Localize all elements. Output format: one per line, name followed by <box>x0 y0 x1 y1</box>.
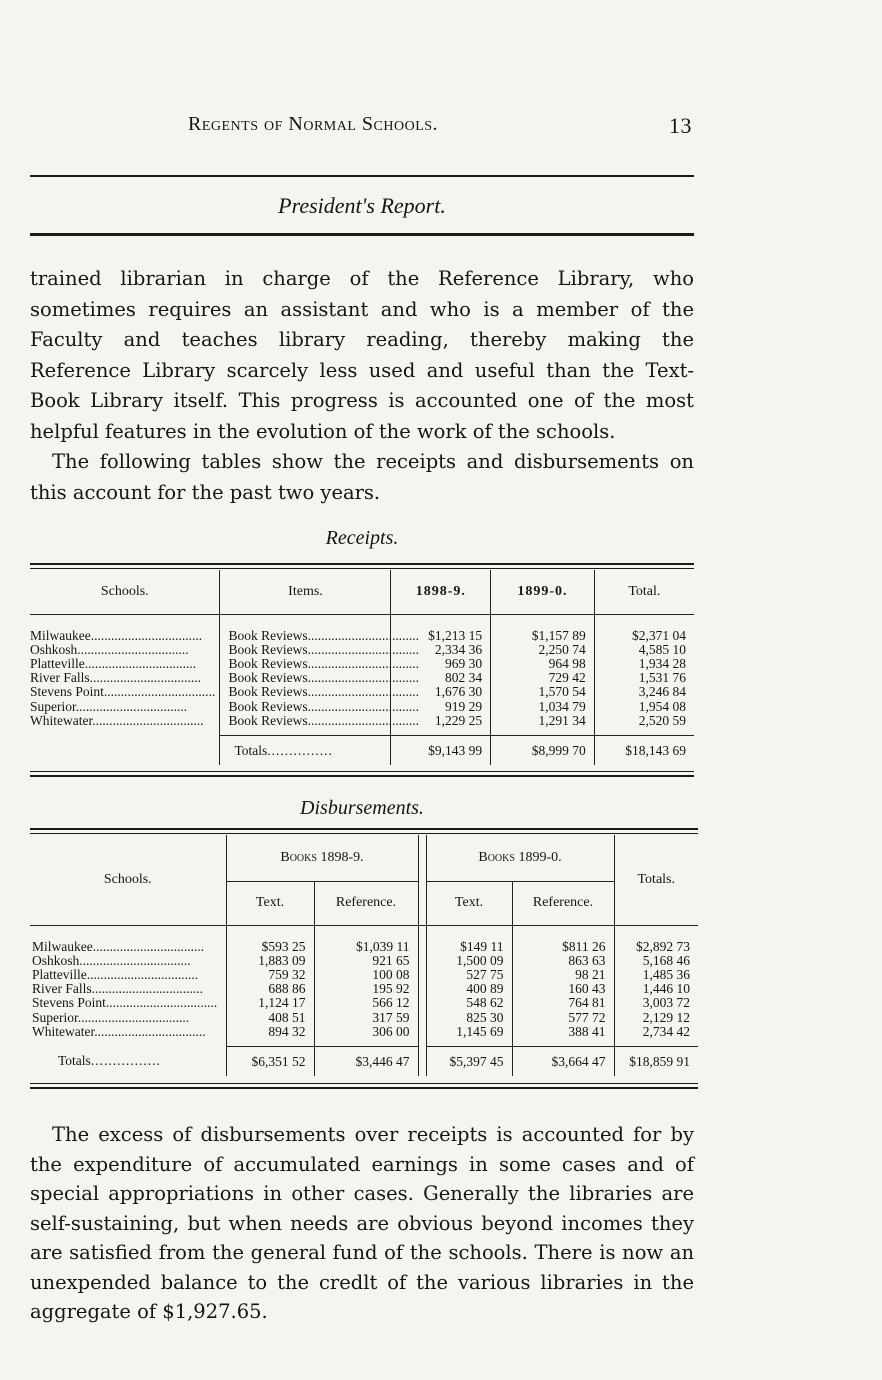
receipts-value-total: 1,954 08 <box>594 699 694 713</box>
receipts-school: Stevens Point................................. <box>30 684 216 700</box>
disb-school: River Falls................................. <box>32 981 203 997</box>
disb-total-ref-1899: $3,664 47 <box>512 1046 614 1076</box>
receipts-row <box>30 656 694 670</box>
disb-ref-1899: 388 41 <box>512 1024 614 1038</box>
disb-spacer <box>418 953 426 967</box>
disbursement-row <box>30 1024 698 1038</box>
disbursement-row <box>30 982 698 996</box>
disb-total: 1,485 36 <box>614 967 698 981</box>
receipts-item: Book Reviews................................. <box>220 656 391 670</box>
disb-ref-1899: 764 81 <box>512 996 614 1010</box>
disb-spacer <box>418 982 426 996</box>
receipts-item-text: Book Reviews <box>228 655 308 671</box>
page-number: 13 <box>669 113 692 138</box>
receipts-school: Platteville................................. <box>30 655 197 671</box>
receipts-school: Oshkosh................................. <box>30 641 189 657</box>
header-rule <box>30 175 694 177</box>
receipts-item-text: Book Reviews <box>228 641 308 657</box>
disb-text-1899: 825 30 <box>426 1010 512 1024</box>
disb-total: 2,734 42 <box>614 1024 698 1038</box>
receipts-value-1899: 2,250 74 <box>491 642 595 656</box>
section-title: President's Report. <box>278 193 446 218</box>
disb-ref-1899: 863 63 <box>512 953 614 967</box>
receipts-value-total: 4,585 10 <box>594 642 694 656</box>
receipts-school-text: River Falls <box>30 670 90 686</box>
receipts-top-rule-1 <box>30 563 694 565</box>
disb-text-1898: 408 51 <box>226 1010 314 1024</box>
receipts-school-text: Superior <box>30 698 76 714</box>
receipts-value-1899: 1,570 54 <box>491 685 595 699</box>
receipts-bottom-rule-1 <box>30 771 694 772</box>
receipts-header-items: Items. <box>220 570 391 614</box>
receipts-value-total: $2,371 04 <box>594 628 694 642</box>
disb-ref-1898: 921 65 <box>314 953 418 967</box>
receipts-bottom-rule-2 <box>30 775 694 777</box>
receipts-item-text: Book Reviews <box>228 698 308 714</box>
disb-header-books-1899: Books 1899-0. <box>426 835 614 881</box>
receipts-header-1898: 1898-9. <box>391 570 491 614</box>
receipts-value-1898: $1,213 15 <box>391 628 491 642</box>
disbursements-table <box>30 835 698 1076</box>
receipts-item-text: Book Reviews <box>228 712 308 728</box>
disb-school-text: Superior <box>32 1009 78 1025</box>
receipts-school-text: Oshkosh <box>30 641 78 657</box>
receipts-value-1898: 919 29 <box>391 699 491 713</box>
disb-school: Oshkosh................................. <box>32 952 191 968</box>
disb-school-text: Whitewater <box>32 1023 95 1039</box>
disb-school-text: Platteville <box>32 966 87 982</box>
disb-ref-1898: 317 59 <box>314 1010 418 1024</box>
receipts-item: Book Reviews................................. <box>220 642 391 656</box>
body-text-bottom <box>30 1120 694 1327</box>
disbursement-row <box>30 1010 698 1024</box>
receipts-header-total: Total. <box>594 570 694 614</box>
disb-ref-1898: $1,039 11 <box>314 939 418 953</box>
receipts-item-text: Book Reviews <box>228 684 308 700</box>
receipts-item-text: Book Reviews <box>228 670 308 686</box>
receipts-item: Book Reviews................................. <box>220 699 391 713</box>
disb-top-rule-1 <box>30 828 698 830</box>
disb-total: $2,892 73 <box>614 939 698 953</box>
disb-ref-1899: 577 72 <box>512 1010 614 1024</box>
receipts-school: Milwaukee................................. <box>30 627 203 643</box>
disb-spacer <box>418 967 426 981</box>
receipts-value-1899: 729 42 <box>491 671 595 685</box>
disb-ref-1898: 195 92 <box>314 982 418 996</box>
receipts-value-1899: 1,291 34 <box>491 713 595 727</box>
disb-total-text-1899: $5,397 45 <box>426 1046 512 1076</box>
disb-school-text: Milwaukee <box>32 938 93 954</box>
disb-ref-1899: 98 21 <box>512 967 614 981</box>
disb-school: Whitewater................................. <box>32 1023 206 1039</box>
disb-totals-row: Totals................ $6,351 52 $3,446 47 $5,397 45 $3,664 47 $18,859 91 <box>30 1046 698 1076</box>
receipts-value-total: 1,934 28 <box>594 656 694 670</box>
disb-header-text-1899: Text. <box>426 881 512 925</box>
disb-total: 5,168 46 <box>614 953 698 967</box>
disbursement-row <box>30 996 698 1010</box>
receipts-value-total: 2,520 59 <box>594 713 694 727</box>
receipts-header-schools: Schools. <box>100 583 149 599</box>
receipts-school-text: Stevens Point <box>30 684 104 700</box>
disb-total-text-1898: $6,351 52 <box>226 1046 314 1076</box>
receipts-value-1898: 1,229 25 <box>391 713 491 727</box>
disb-school-text: Stevens Point <box>32 995 106 1011</box>
disb-header-ref-1898: Reference. <box>314 881 418 925</box>
disb-text-1899: 400 89 <box>426 982 512 996</box>
disb-spacer <box>418 1010 426 1024</box>
receipts-total-1898: $9,143 99 <box>391 735 491 765</box>
receipts-value-total: 3,246 84 <box>594 685 694 699</box>
receipts-row <box>30 671 694 685</box>
paragraph-1: trained librarian in charge of the Reference Library, who sometimes requires an assistant and who is a member of the Faculty and teaches library reading, thereby making the Reference Library scarcely less used and useful than the Text-Book Library itself. This progress is accounted one of the most helpful features in the evolution of the work of the schools. <box>30 267 694 443</box>
disb-text-1899: 1,145 69 <box>426 1024 512 1038</box>
paragraph-3: The excess of disbursements over receipts is accounted for by the expenditure of accumulated earnings in some cases and of special appropriations in other cases. Generally the libraries are self-sustaining, but when needs are obvious beyond incomes they are satisfied from the general fund of the schools. There is now an unexpended balance to the credlt of the various libraries in the aggregate of $1,927.65. <box>30 1123 694 1323</box>
disb-text-1898: 759 32 <box>226 967 314 981</box>
disb-total-ref-1898: $3,446 47 <box>314 1046 418 1076</box>
disb-text-1899: 527 75 <box>426 967 512 981</box>
disb-top-rule-2 <box>30 833 698 834</box>
receipts-row <box>30 699 694 713</box>
disb-header-ref-1899: Reference. <box>512 881 614 925</box>
disb-school-text: River Falls <box>32 981 92 997</box>
receipts-table <box>30 570 694 765</box>
disb-school: Milwaukee................................. <box>32 938 205 954</box>
receipts-school-text: Platteville <box>30 655 85 671</box>
receipts-row <box>30 713 694 727</box>
receipts-value-1899: 1,034 79 <box>491 699 595 713</box>
receipts-value-1898: 2,334 36 <box>391 642 491 656</box>
receipts-row <box>30 642 694 656</box>
disb-text-1898: 1,124 17 <box>226 996 314 1010</box>
receipts-value-1898: 1,676 30 <box>391 685 491 699</box>
disb-header-schools: Schools. <box>103 871 152 887</box>
paragraph-2: The following tables show the receipts and disbursements on this account for the past two years. <box>30 450 694 504</box>
receipts-value-1899: 964 98 <box>491 656 595 670</box>
receipts-caption: Receipts. <box>325 527 399 549</box>
receipts-school: Whitewater................................. <box>30 712 204 728</box>
disb-school: Stevens Point................................. <box>32 995 218 1011</box>
receipts-school: Superior................................. <box>30 698 188 714</box>
body-text-top <box>30 264 694 508</box>
receipts-rows <box>30 628 694 735</box>
disb-header-books-1898: Books 1898-9. <box>226 835 418 881</box>
receipts-item: Book Reviews................................. <box>220 671 391 685</box>
disb-school: Platteville................................. <box>32 966 199 982</box>
receipts-top-rule-2 <box>30 568 694 569</box>
receipts-row <box>30 628 694 642</box>
disb-school-text: Oshkosh <box>32 952 80 968</box>
receipts-item: Book Reviews................................. <box>220 628 391 642</box>
disb-bottom-rule-1 <box>30 1083 698 1084</box>
disbursement-row <box>30 939 698 953</box>
disb-ref-1899: 160 43 <box>512 982 614 996</box>
receipts-header-1899: 1899-0. <box>491 570 595 614</box>
disb-text-1898: 688 86 <box>226 982 314 996</box>
receipts-item: Book Reviews................................. <box>220 685 391 699</box>
receipts-school-text: Milwaukee <box>30 627 91 643</box>
receipts-value-1898: 802 34 <box>391 671 491 685</box>
disb-total: 3,003 72 <box>614 996 698 1010</box>
receipts-school-text: Whitewater <box>30 712 93 728</box>
receipts-totals-label: Totals <box>234 742 268 758</box>
disb-ref-1898: 566 12 <box>314 996 418 1010</box>
receipts-value-1898: 969 30 <box>391 656 491 670</box>
receipts-value-1899: $1,157 89 <box>491 628 595 642</box>
disb-bottom-rule-2 <box>30 1087 698 1089</box>
disb-spacer <box>418 1024 426 1038</box>
receipts-row <box>30 685 694 699</box>
running-title: Regents of Normal Schools. <box>188 113 439 135</box>
disb-header-text-1898: Text. <box>226 881 314 925</box>
disb-total: 1,446 10 <box>614 982 698 996</box>
disb-text-1898: 894 32 <box>226 1024 314 1038</box>
disb-text-1899: 548 62 <box>426 996 512 1010</box>
disb-ref-1898: 306 00 <box>314 1024 418 1038</box>
disb-spacer <box>418 939 426 953</box>
receipts-value-total: 1,531 76 <box>594 671 694 685</box>
disb-text-1899: 1,500 09 <box>426 953 512 967</box>
disb-total: 2,129 12 <box>614 1010 698 1024</box>
receipts-totals-row: Totals............... $9,143 99 $8,999 70 $18,143 69 <box>30 735 694 765</box>
receipts-item-text: Book Reviews <box>228 627 308 643</box>
disbursement-row <box>30 967 698 981</box>
disb-ref-1899: $811 26 <box>512 939 614 953</box>
receipts-total-1899: $8,999 70 <box>491 735 595 765</box>
disbursement-row <box>30 953 698 967</box>
receipts-school: River Falls................................. <box>30 670 201 686</box>
disbursements-caption: Disbursements. <box>300 797 424 819</box>
disb-grand-total: $18,859 91 <box>614 1046 698 1076</box>
disb-ref-1898: 100 08 <box>314 967 418 981</box>
disb-totals-label: Totals <box>58 1053 91 1069</box>
disb-text-1898: 1,883 09 <box>226 953 314 967</box>
disb-spacer <box>418 996 426 1010</box>
disb-text-1898: $593 25 <box>226 939 314 953</box>
section-rule <box>30 233 694 236</box>
receipts-item: Book Reviews................................. <box>220 713 391 727</box>
disb-text-1899: $149 11 <box>426 939 512 953</box>
receipts-grand-total: $18,143 69 <box>594 735 694 765</box>
disbursement-rows <box>30 939 698 1046</box>
disb-header-totals: Totals. <box>614 835 698 925</box>
disb-school: Superior................................. <box>32 1009 190 1025</box>
